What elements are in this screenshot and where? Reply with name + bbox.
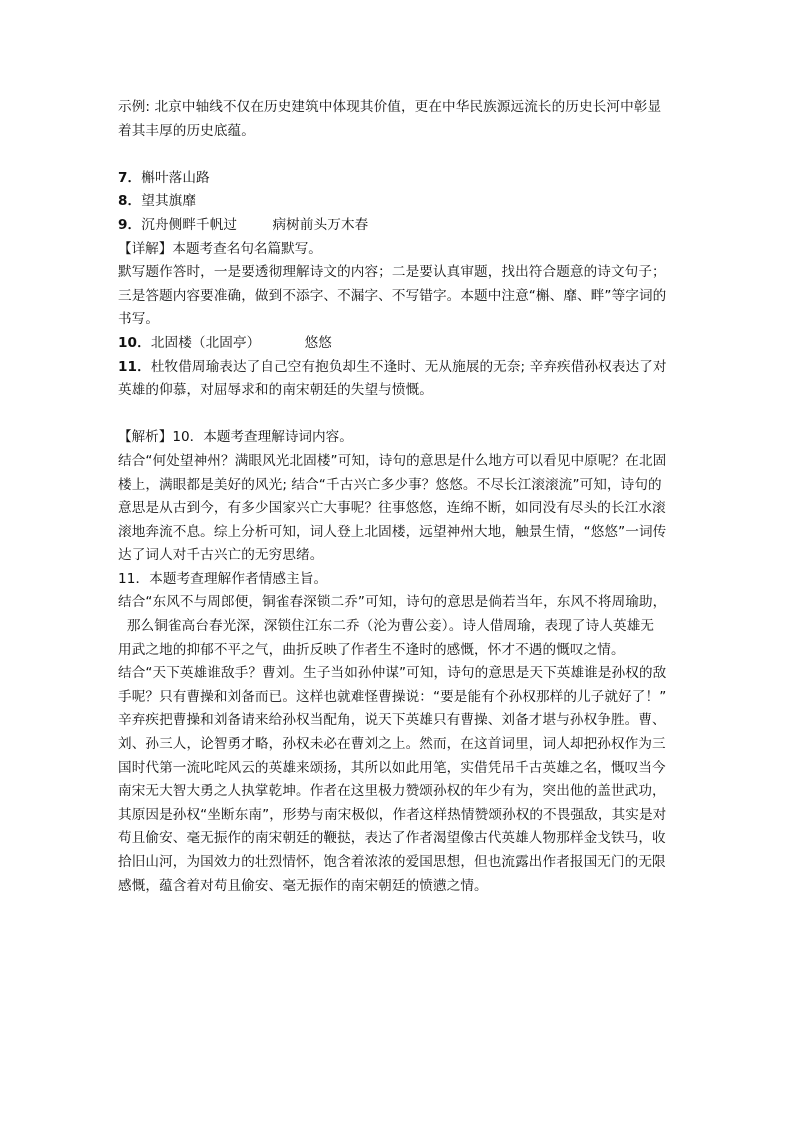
analysis-heading: 【解析】10．本题考查理解诗词内容。: [118, 429, 353, 446]
analysis-line: 结合“何处望神州？满眼风光北固楼”可知，诗句的意思是什么地方可以看见中原呢？在北固: [118, 452, 667, 469]
analysis-line: 滚地奔流不息。综上分析可知，词人登上北固楼，远望神州大地，触景生情，“悠悠”一词传: [118, 523, 667, 540]
answer-number: 9．: [118, 216, 142, 233]
detail-line: 默写题作答时，一是要透彻理解诗文的内容；二是要认真审题，找出符合题意的诗文句子；: [118, 264, 666, 281]
answer-text: 望其旗靡: [141, 193, 197, 210]
analysis-line: 结合“东风不与周郎便，铜雀春深锁二乔”可知，诗句的意思是倘若当年，东风不将周瑜助，: [118, 594, 667, 611]
analysis-line: 结合“天下英雄谁敌手？曹刘。生子当如孙仲谋”可知，诗句的意思是天下英雄谁是孙权的敌: [118, 665, 667, 682]
answer-11-continued: 英雄的仰慕，对屈辱求和的南宋朝廷的失望与愤慨。: [118, 382, 433, 399]
analysis-line: 手呢？只有曹操和刘备而已。这样也就难怪曹操说：“要是能有个孙权那样的儿子就好了！”: [118, 688, 667, 705]
analysis-line: 那么铜雀高台春光深，深锁住江东二乔（沦为曹公妾）。诗人借周瑜，表现了诗人英雄无: [118, 618, 655, 635]
answer-number: 11．: [118, 358, 151, 375]
analysis-line: 其原因是孙权“坐断东南”，形势与南宋极似，作者这样热情赞颂孙权的不畏强敌，其实是对: [118, 806, 667, 823]
example-line-1: 示例: 北京中轴线不仅在历史建筑中体现其价值，更在中华民族源远流长的历史长河中彰显: [118, 99, 662, 115]
analysis-line: 南宋无大智大勇之人执掌乾坤。作者在这里极力赞颂孙权的年少有为，突出他的盖世武功，: [118, 783, 666, 800]
analysis-line: 用武之地的抑郁不平之气，曲折反映了作者生不逢时的感慨，怀才不遇的慨叹之情。: [118, 641, 625, 658]
answer-11: [118, 356, 684, 380]
answer-number: 10．: [118, 334, 151, 351]
detail-line: 书写。: [118, 311, 160, 328]
example-line-2: 着其丰厚的历史底蕴。: [118, 122, 255, 139]
analysis-line: 达了词人对千古兴亡的无穷思绪。: [118, 547, 324, 564]
answer-text: 杜牧借周瑜表达了自己空有抱负却生不逢时、无从施展的无奈; 辛弃疾借孙权表达了对: [150, 358, 667, 375]
answer-number: 8．: [118, 193, 142, 210]
document-page: [118, 96, 684, 898]
answer-text: 沉舟侧畔千帆过 病树前头万木春: [141, 216, 369, 233]
blank-line: [118, 403, 684, 427]
answer-7: [118, 167, 684, 191]
answer-8: [118, 190, 684, 214]
answer-10: [118, 332, 684, 356]
analysis-line: 苟且偷安、毫无振作的南宋朝廷的鞭挞，表达了作者渴望像古代英雄人物那样金戈铁马，收: [118, 830, 666, 847]
analysis-line: 楼上，满眼都是美好的风光; 结合“千古兴亡多少事？悠悠。不尽长江滚滚流”可知，诗句的: [118, 476, 662, 493]
analysis-line: 辛弃疾把曹操和刘备请来给孙权当配角，说天下英雄只有曹操、刘备才堪与孙权争胜。曹、: [118, 712, 666, 729]
analysis-line: 感慨，蕴含着对苟且偷安、毫无振作的南宋朝廷的愤懑之情。: [118, 877, 488, 894]
blank-line: [118, 143, 684, 167]
analysis-line: 国时代第一流叱咤风云的英雄来颂扬，其所以如此用笔，实借凭吊千古英雄之名，慨叹当今: [118, 759, 666, 776]
answer-9: [118, 214, 684, 238]
analysis-line: 拾旧山河，为国效力的壮烈情怀，饱含着浓浓的爱国思想，但也流露出作者报国无门的无限: [118, 854, 666, 870]
detail-line: 三是答题内容要准确，做到不添字、不漏字、不写错字。本题中注意“槲、靡、畔”等字词的: [118, 287, 667, 304]
answer-text: 北固楼（北固亭） 悠悠: [150, 334, 332, 351]
analysis-line: 刘、孙三人，论智勇才略，孙权未必在曹刘之上。然而，在这首词里，词人却把孙权作为三: [118, 736, 666, 753]
answer-number: 7．: [118, 169, 142, 186]
detail-heading: 【详解】本题考查名句名篇默写。: [118, 240, 322, 257]
analysis-line: 意思是从古到今，有多少国家兴亡大事呢？往事悠悠，连绵不断，如同没有尽头的长江水滚: [118, 500, 666, 517]
analysis-subheading: 11．本题考查理解作者情感主旨。: [118, 570, 328, 587]
answer-text: 槲叶落山路: [141, 169, 210, 186]
